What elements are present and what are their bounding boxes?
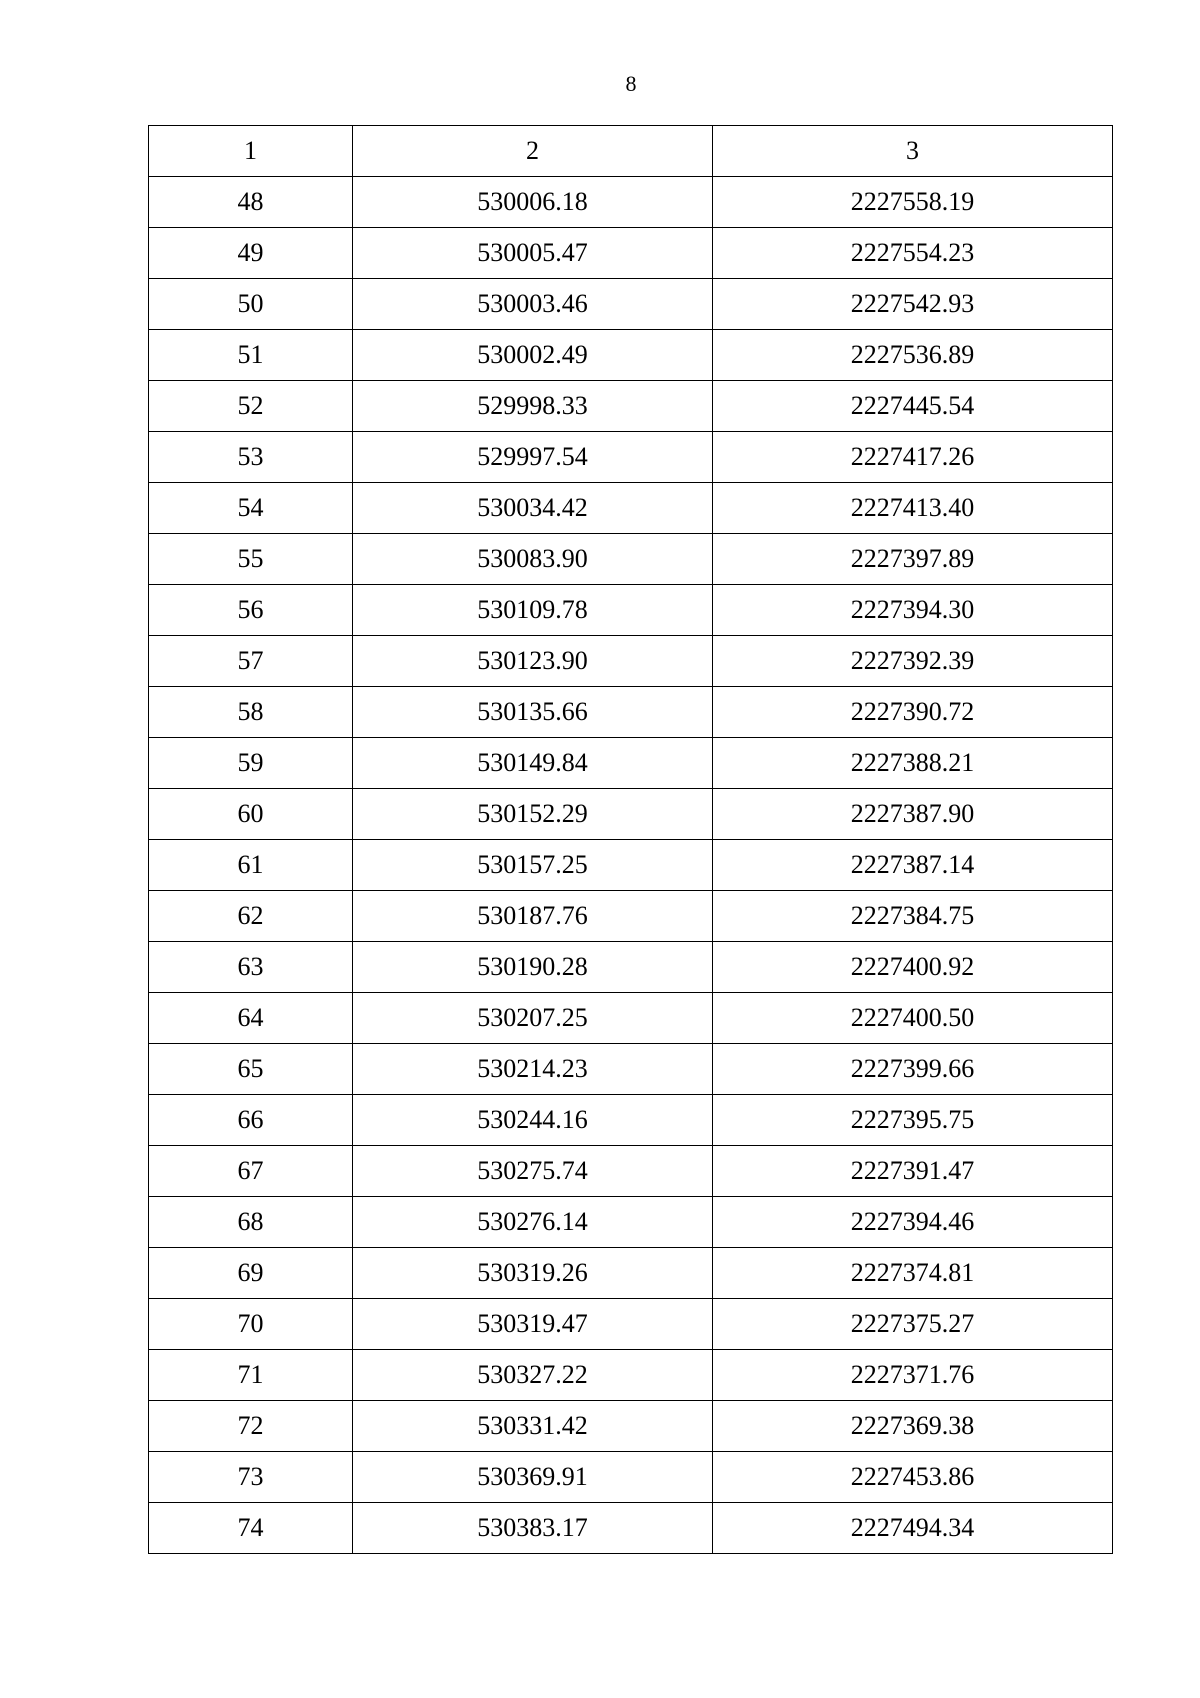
y-coordinate-cell: 2227388.21 — [713, 738, 1113, 789]
y-coordinate-cell: 2227369.38 — [713, 1401, 1113, 1452]
x-coordinate-cell: 529997.54 — [353, 432, 713, 483]
table-row — [149, 993, 1113, 1044]
x-coordinate-cell: 530135.66 — [353, 687, 713, 738]
table-row — [149, 738, 1113, 789]
table-row — [149, 1146, 1113, 1197]
table-row — [149, 585, 1113, 636]
y-coordinate-cell: 2227397.89 — [713, 534, 1113, 585]
x-coordinate-cell: 530275.74 — [353, 1146, 713, 1197]
table-row — [149, 942, 1113, 993]
table-row — [149, 636, 1113, 687]
y-coordinate-cell: 2227453.86 — [713, 1452, 1113, 1503]
x-coordinate-cell: 530123.90 — [353, 636, 713, 687]
table-row — [149, 483, 1113, 534]
x-coordinate-cell: 530319.47 — [353, 1299, 713, 1350]
point-number-cell: 67 — [149, 1146, 353, 1197]
point-number-cell: 74 — [149, 1503, 353, 1554]
y-coordinate-cell: 2227374.81 — [713, 1248, 1113, 1299]
x-coordinate-cell: 530214.23 — [353, 1044, 713, 1095]
table-row — [149, 330, 1113, 381]
x-coordinate-cell: 530207.25 — [353, 993, 713, 1044]
y-coordinate-cell: 2227392.39 — [713, 636, 1113, 687]
y-coordinate-cell: 2227400.92 — [713, 942, 1113, 993]
y-coordinate-cell: 2227395.75 — [713, 1095, 1113, 1146]
x-coordinate-cell: 530327.22 — [353, 1350, 713, 1401]
point-number-cell: 69 — [149, 1248, 353, 1299]
table-row — [149, 228, 1113, 279]
x-coordinate-cell: 530369.91 — [353, 1452, 713, 1503]
y-coordinate-cell: 2227384.75 — [713, 891, 1113, 942]
point-number-cell: 59 — [149, 738, 353, 789]
table-row — [149, 1503, 1113, 1554]
header-row — [149, 126, 1113, 177]
x-coordinate-cell: 530152.29 — [353, 789, 713, 840]
point-number-cell: 65 — [149, 1044, 353, 1095]
table-row — [149, 1248, 1113, 1299]
point-number-cell: 60 — [149, 789, 353, 840]
point-number-cell: 48 — [149, 177, 353, 228]
x-coordinate-cell: 530149.84 — [353, 738, 713, 789]
point-number-cell: 56 — [149, 585, 353, 636]
table-body — [149, 177, 1113, 1554]
y-coordinate-cell: 2227375.27 — [713, 1299, 1113, 1350]
point-number-cell: 52 — [149, 381, 353, 432]
point-number-cell: 73 — [149, 1452, 353, 1503]
table-row — [149, 1401, 1113, 1452]
x-coordinate-cell: 530034.42 — [353, 483, 713, 534]
point-number-cell: 54 — [149, 483, 353, 534]
table-row — [149, 534, 1113, 585]
y-coordinate-cell: 2227387.90 — [713, 789, 1113, 840]
y-coordinate-cell: 2227413.40 — [713, 483, 1113, 534]
x-coordinate-cell: 530109.78 — [353, 585, 713, 636]
table-row — [149, 840, 1113, 891]
column-header-3: 3 — [713, 126, 1113, 177]
point-number-cell: 55 — [149, 534, 353, 585]
x-coordinate-cell: 529998.33 — [353, 381, 713, 432]
table-row — [149, 789, 1113, 840]
point-number-cell: 71 — [149, 1350, 353, 1401]
table-row — [149, 177, 1113, 228]
table-row — [149, 1197, 1113, 1248]
x-coordinate-cell: 530276.14 — [353, 1197, 713, 1248]
point-number-cell: 57 — [149, 636, 353, 687]
point-number-cell: 68 — [149, 1197, 353, 1248]
table-row — [149, 1095, 1113, 1146]
table-row — [149, 279, 1113, 330]
x-coordinate-cell: 530002.49 — [353, 330, 713, 381]
x-coordinate-cell: 530157.25 — [353, 840, 713, 891]
point-number-cell: 61 — [149, 840, 353, 891]
y-coordinate-cell: 2227536.89 — [713, 330, 1113, 381]
table-row — [149, 381, 1113, 432]
x-coordinate-cell: 530331.42 — [353, 1401, 713, 1452]
y-coordinate-cell: 2227400.50 — [713, 993, 1113, 1044]
y-coordinate-cell: 2227387.14 — [713, 840, 1113, 891]
y-coordinate-cell: 2227494.34 — [713, 1503, 1113, 1554]
table-row — [149, 1044, 1113, 1095]
table-row — [149, 1452, 1113, 1503]
table-row — [149, 1350, 1113, 1401]
point-number-cell: 70 — [149, 1299, 353, 1350]
point-number-cell: 66 — [149, 1095, 353, 1146]
column-header-1: 1 — [149, 126, 353, 177]
y-coordinate-cell: 2227394.30 — [713, 585, 1113, 636]
x-coordinate-cell: 530383.17 — [353, 1503, 713, 1554]
x-coordinate-cell: 530003.46 — [353, 279, 713, 330]
page-number: 8 — [625, 71, 637, 96]
x-coordinate-cell: 530083.90 — [353, 534, 713, 585]
coordinates-table — [148, 125, 1113, 1554]
point-number-cell: 72 — [149, 1401, 353, 1452]
point-number-cell: 50 — [149, 279, 353, 330]
x-coordinate-cell: 530190.28 — [353, 942, 713, 993]
y-coordinate-cell: 2227391.47 — [713, 1146, 1113, 1197]
y-coordinate-cell: 2227542.93 — [713, 279, 1113, 330]
table-row — [149, 687, 1113, 738]
y-coordinate-cell: 2227394.46 — [713, 1197, 1113, 1248]
y-coordinate-cell: 2227399.66 — [713, 1044, 1113, 1095]
x-coordinate-cell: 530244.16 — [353, 1095, 713, 1146]
y-coordinate-cell: 2227417.26 — [713, 432, 1113, 483]
point-number-cell: 64 — [149, 993, 353, 1044]
y-coordinate-cell: 2227554.23 — [713, 228, 1113, 279]
y-coordinate-cell: 2227558.19 — [713, 177, 1113, 228]
point-number-cell: 63 — [149, 942, 353, 993]
column-header-2: 2 — [353, 126, 713, 177]
table-row — [149, 1299, 1113, 1350]
table-row — [149, 891, 1113, 942]
y-coordinate-cell: 2227371.76 — [713, 1350, 1113, 1401]
x-coordinate-cell: 530005.47 — [353, 228, 713, 279]
point-number-cell: 53 — [149, 432, 353, 483]
y-coordinate-cell: 2227390.72 — [713, 687, 1113, 738]
table-header — [149, 126, 1113, 177]
point-number-cell: 58 — [149, 687, 353, 738]
point-number-cell: 49 — [149, 228, 353, 279]
point-number-cell: 62 — [149, 891, 353, 942]
x-coordinate-cell: 530187.76 — [353, 891, 713, 942]
y-coordinate-cell: 2227445.54 — [713, 381, 1113, 432]
x-coordinate-cell: 530319.26 — [353, 1248, 713, 1299]
table-row — [149, 432, 1113, 483]
point-number-cell: 51 — [149, 330, 353, 381]
x-coordinate-cell: 530006.18 — [353, 177, 713, 228]
